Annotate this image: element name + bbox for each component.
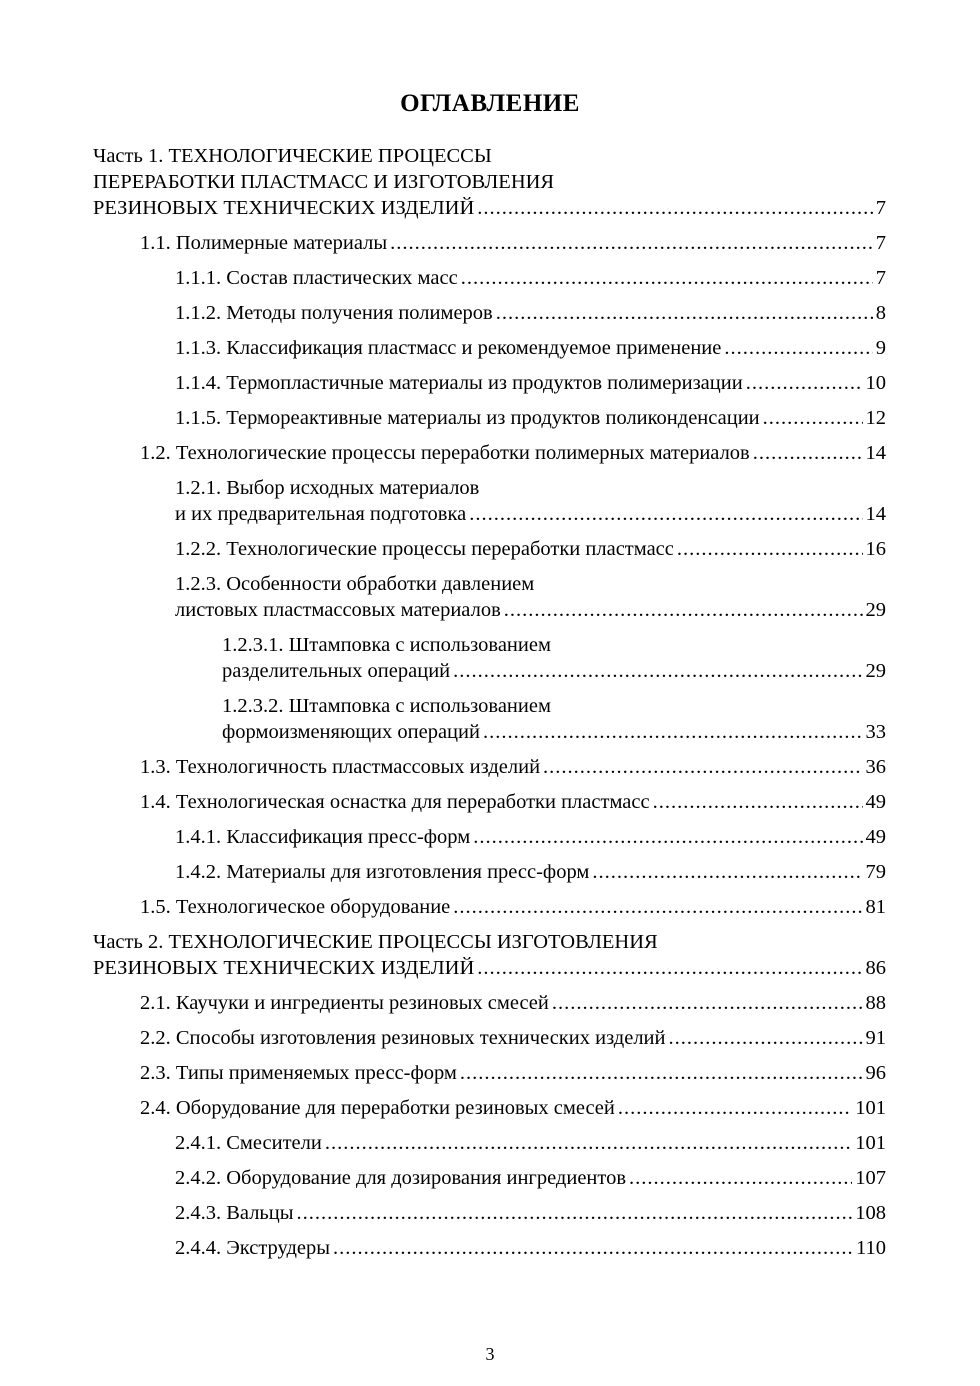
toc-entry-page-number: 96 — [865, 1062, 886, 1084]
dot-leader — [325, 1130, 852, 1156]
toc-entry-title-line: РЕЗИНОВЫХ ТЕХНИЧЕСКИХ ИЗДЕЛИЙ — [93, 957, 475, 979]
dot-leader — [677, 536, 863, 562]
toc-entry-page-number: 29 — [865, 599, 886, 621]
toc-entry-row — [222, 719, 886, 745]
toc-entry-title-line: формоизменяющих операций — [222, 721, 480, 743]
toc-entry-row — [175, 859, 886, 885]
page-title: ОГЛАВЛЕНИЕ — [400, 90, 580, 117]
toc-entry-title-line: листовых пластмассовых материалов — [175, 599, 501, 621]
dot-leader — [390, 230, 873, 256]
toc-entry — [93, 1130, 886, 1156]
toc-entry-page-number: 107 — [855, 1167, 886, 1189]
toc-entry-page-number: 12 — [865, 407, 886, 429]
toc-entry-title-line: разделительных операций — [222, 660, 451, 682]
dot-leader — [724, 335, 872, 361]
toc-entry-page-number: 7 — [875, 232, 886, 254]
dot-leader — [453, 894, 862, 920]
toc-entry-row — [175, 335, 886, 361]
toc-entry-row — [175, 824, 886, 850]
toc-entry-title-line: 1.2.3. Особенности обработки давлением — [175, 573, 535, 595]
toc-entry-page-number: 7 — [875, 197, 886, 219]
toc-entry-title-line: 1.1.2. Методы получения полимеров — [175, 302, 493, 324]
toc-entry — [93, 1165, 886, 1191]
toc-entry-title-line: 1.4.2. Материалы для изготовления пресс-форм — [175, 861, 590, 883]
toc-entry — [93, 536, 886, 562]
toc-entry-row — [175, 1200, 886, 1226]
dot-leader — [453, 658, 862, 684]
toc-entry — [93, 1200, 886, 1226]
dot-leader — [504, 597, 863, 623]
table-of-contents — [93, 143, 886, 1270]
toc-entry-title-line: 1.2.2. Технологические процессы переработки пластмасс — [175, 538, 674, 560]
toc-entry-title-line: ПЕРЕРАБОТКИ ПЛАСТМАСС И ИЗГОТОВЛЕНИЯ — [93, 171, 555, 193]
toc-entry-page-number: 16 — [865, 538, 886, 560]
toc-entry-page-number: 14 — [865, 503, 886, 525]
toc-entry-title-line: 2.4.1. Смесители — [175, 1132, 322, 1154]
toc-entry-page-number: 86 — [865, 957, 886, 979]
page-number: 3 — [485, 1344, 495, 1364]
toc-entry-title-line: 1.2. Технологические процессы переработки полимерных материалов — [140, 442, 750, 464]
toc-entry — [93, 693, 886, 745]
toc-entry — [93, 990, 886, 1016]
dot-leader — [653, 789, 863, 815]
toc-entry-title-line: 1.2.1. Выбор исходных материалов — [175, 477, 480, 499]
toc-entry-row — [175, 597, 886, 623]
dot-leader — [746, 370, 863, 396]
toc-entry-page-number: 110 — [856, 1237, 886, 1259]
toc-entry-title-line: 1.1. Полимерные материалы — [140, 232, 388, 254]
toc-entry-page-number: 101 — [855, 1097, 886, 1119]
toc-entry — [93, 789, 886, 815]
toc-entry-row — [175, 300, 886, 326]
toc-entry-row — [175, 1235, 886, 1261]
toc-entry-title-line: Часть 2. ТЕХНОЛОГИЧЕСКИЕ ПРОЦЕССЫ ИЗГОТОВЛЕНИЯ — [93, 931, 658, 953]
toc-entry-page-number: 88 — [865, 992, 886, 1014]
toc-entry — [93, 754, 886, 780]
toc-entry-row — [175, 405, 886, 431]
toc-entry-row — [222, 658, 886, 684]
dot-leader — [473, 824, 862, 850]
dot-leader — [543, 754, 862, 780]
toc-entry-page-number: 14 — [865, 442, 886, 464]
toc-entry-row — [140, 789, 886, 815]
toc-entry-row — [175, 1130, 886, 1156]
toc-entry-title-line: 2.4.4. Экструдеры — [175, 1237, 331, 1259]
toc-entry-title-line: 1.1.5. Термореактивные материалы из продуктов поликонденсации — [175, 407, 760, 429]
toc-entry-title-line: 2.4.3. Вальцы — [175, 1202, 294, 1224]
toc-entry-row — [140, 1025, 886, 1051]
toc-entry-row — [140, 990, 886, 1016]
toc-entry — [93, 475, 886, 527]
dot-leader — [763, 405, 863, 431]
toc-entry-title-line: Часть 1. ТЕХНОЛОГИЧЕСКИЕ ПРОЦЕССЫ — [93, 145, 492, 167]
toc-entry-title-line: 1.4. Технологическая оснастка для переработки пластмасс — [140, 791, 650, 813]
toc-entry-title-line: 1.1.1. Состав пластических масс — [175, 267, 458, 289]
toc-entry-page-number: 8 — [875, 302, 886, 324]
toc-entry-title-line: 2.4.2. Оборудование для дозирования ингредиентов — [175, 1167, 627, 1189]
dot-leader — [618, 1095, 852, 1121]
toc-entry-page-number: 108 — [855, 1202, 886, 1224]
toc-entry-row — [140, 754, 886, 780]
toc-entry-page-number: 81 — [865, 896, 886, 918]
dot-leader — [460, 1060, 863, 1086]
dot-leader — [669, 1025, 863, 1051]
toc-entry-title-line: 1.2.3.2. Штамповка с использованием — [222, 695, 551, 717]
toc-entry-page-number: 79 — [865, 861, 886, 883]
toc-entry — [93, 335, 886, 361]
toc-entry-page-number: 49 — [865, 826, 886, 848]
toc-entry-row — [93, 955, 886, 981]
toc-entry-page-number: 9 — [875, 337, 886, 359]
toc-entry-row — [175, 265, 886, 291]
toc-entry — [93, 265, 886, 291]
toc-entry-row — [140, 1095, 886, 1121]
toc-entry — [93, 440, 886, 466]
toc-entry — [93, 405, 886, 431]
toc-entry-page-number: 7 — [875, 267, 886, 289]
toc-entry-row — [175, 1165, 886, 1191]
toc-entry — [93, 894, 886, 920]
dot-leader — [477, 955, 862, 981]
toc-entry-row — [175, 370, 886, 396]
toc-entry-row — [175, 536, 886, 562]
toc-entry — [93, 1060, 886, 1086]
toc-entry — [93, 859, 886, 885]
toc-entry-title-line: 1.1.4. Термопластичные материалы из продуктов полимеризации — [175, 372, 743, 394]
dot-leader — [469, 501, 862, 527]
dot-leader — [753, 440, 863, 466]
toc-entry — [93, 571, 886, 623]
toc-entry-row — [140, 230, 886, 256]
dot-leader — [629, 1165, 852, 1191]
toc-entry — [93, 370, 886, 396]
toc-entry — [93, 300, 886, 326]
toc-entry — [93, 1025, 886, 1051]
toc-entry-title-line: 1.2.3.1. Штамповка с использованием — [222, 634, 551, 656]
dot-leader — [297, 1200, 853, 1226]
toc-entry-page-number: 29 — [865, 660, 886, 682]
dot-leader — [592, 859, 862, 885]
toc-entry — [93, 230, 886, 256]
toc-entry-title-line: 1.3. Технологичность пластмассовых изделий — [140, 756, 541, 778]
dot-leader — [461, 265, 873, 291]
toc-entry-title-line: и их предварительная подготовка — [175, 503, 467, 525]
toc-entry-page-number: 36 — [865, 756, 886, 778]
toc-entry-row — [140, 440, 886, 466]
toc-entry-row — [140, 894, 886, 920]
toc-entry-title-line: 2.4. Оборудование для переработки резиновых смесей — [140, 1097, 615, 1119]
toc-entry — [93, 143, 886, 221]
toc-entry-title-line: 1.5. Технологическое оборудование — [140, 896, 451, 918]
dot-leader — [333, 1235, 853, 1261]
toc-entry-title-line: 1.4.1. Классификация пресс-форм — [175, 826, 471, 848]
toc-entry — [93, 632, 886, 684]
dot-leader — [477, 195, 872, 221]
toc-entry-title-line: 1.1.3. Классификация пластмасс и рекомендуемое применение — [175, 337, 722, 359]
toc-entry — [93, 1095, 886, 1121]
toc-entry-page-number: 91 — [865, 1027, 886, 1049]
toc-entry — [93, 824, 886, 850]
toc-entry-page-number: 49 — [865, 791, 886, 813]
toc-entry-row — [93, 195, 886, 221]
toc-entry — [93, 1235, 886, 1261]
toc-entry-title-line: 2.2. Способы изготовления резиновых технических изделий — [140, 1027, 666, 1049]
toc-entry-title-line: РЕЗИНОВЫХ ТЕХНИЧЕСКИХ ИЗДЕЛИЙ — [93, 197, 475, 219]
toc-entry-page-number: 10 — [865, 372, 886, 394]
toc-entry-page-number: 33 — [865, 721, 886, 743]
dot-leader — [483, 719, 863, 745]
toc-entry-row — [175, 501, 886, 527]
toc-entry-title-line: 2.1. Каучуки и ингредиенты резиновых смесей — [140, 992, 549, 1014]
toc-entry — [93, 929, 886, 981]
dot-leader — [496, 300, 873, 326]
toc-entry-title-line: 2.3. Типы применяемых пресс-форм — [140, 1062, 457, 1084]
toc-entry-page-number: 101 — [855, 1132, 886, 1154]
dot-leader — [552, 990, 863, 1016]
toc-entry-row — [140, 1060, 886, 1086]
